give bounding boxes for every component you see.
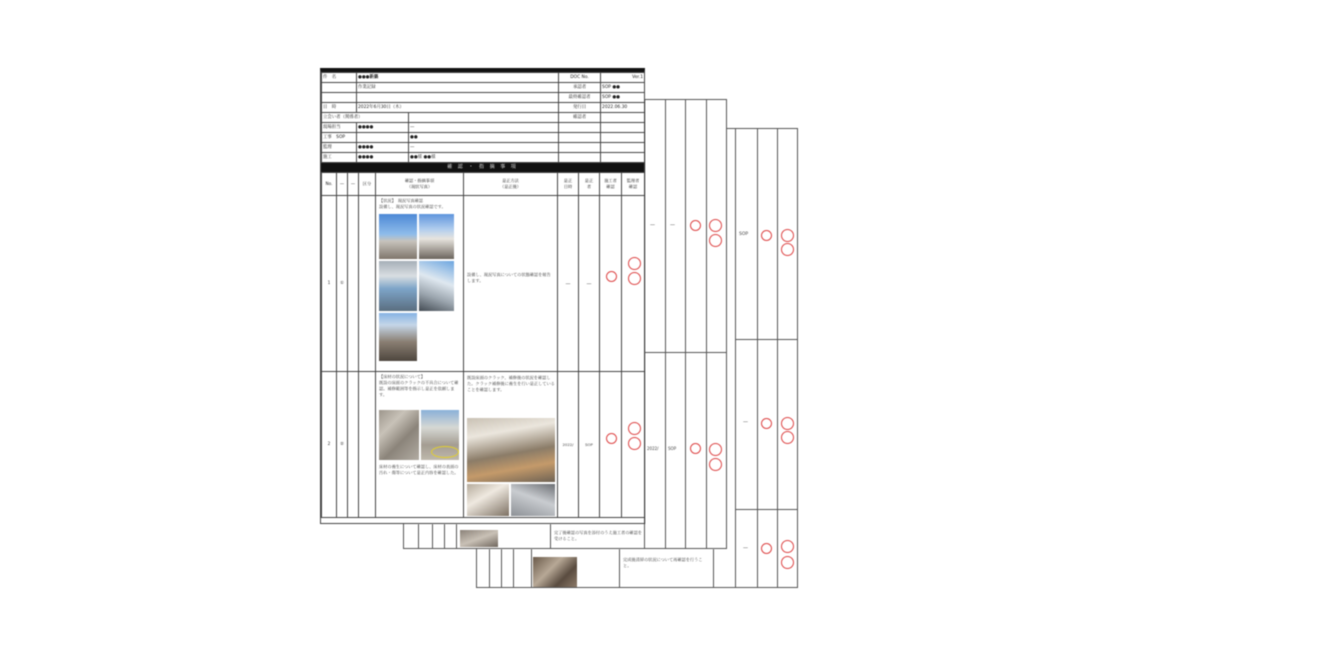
doc-no-label: DOC No. <box>559 73 601 83</box>
attendee-row: 現場担当 ●●●● — <box>322 123 645 133</box>
col-a: — <box>337 173 348 196</box>
sheet2-by: SOP <box>668 446 677 451</box>
item1-title: 【状況】 現況写真確認 <box>379 198 423 203</box>
photo-thumbnail <box>467 484 509 516</box>
seal-icon <box>781 229 794 242</box>
name-value: ●●●新築 <box>357 73 559 83</box>
seal-icon <box>690 443 701 454</box>
sheet2-dash-2: — <box>670 222 675 228</box>
photo-thumbnail <box>379 214 417 259</box>
seal-icon <box>761 418 772 429</box>
seal-icon <box>690 220 701 231</box>
ver-label: Ver.1 <box>601 73 645 83</box>
col-fix-date: 是正 日時 <box>558 173 579 196</box>
photo-thumbnail <box>533 557 577 587</box>
attendee-row: 施工 ●●●● ●●様 ●●様 <box>322 153 645 163</box>
seal-icon <box>781 540 794 553</box>
seal-icon <box>761 230 772 241</box>
photo-thumbnail <box>460 530 498 547</box>
col-fix-by: 是正 者 <box>579 173 600 196</box>
attendee-row: 工事 SOP ●● <box>322 133 645 143</box>
item1-fix: 設備し、現況写真についての状態確認を報告します。 <box>467 272 551 283</box>
items-table <box>321 172 645 518</box>
sheet2-note: 完了後確認の写真を添付のうえ施工者の確認を受けること。 <box>554 530 642 541</box>
seal-icon <box>606 433 617 444</box>
seal-icon <box>606 271 617 282</box>
date-label: 日 時 <box>322 103 357 113</box>
seal-icon <box>709 234 722 247</box>
col-fix: 是正方法 （是正後） <box>464 173 558 196</box>
sheet2-date: 2022/ <box>647 446 659 451</box>
seal-icon <box>781 556 794 569</box>
highlight-circle <box>431 446 459 458</box>
section-banner: 確 認 ・ 指 摘 事 項 <box>321 163 644 172</box>
col-no: No. <box>322 173 337 196</box>
approver-label: 承認者 <box>559 83 601 93</box>
item2-fix: 既設床面のクラック、補修後の状況を確認した。クラック補修後に養生を行い是正していることを確認します。 <box>467 375 555 392</box>
photo-thumbnail <box>379 261 417 311</box>
item2-desc2: 床材の養生について確認し、床材の表面の汚れ・傷等について是正内容を確認した。 <box>379 464 459 475</box>
subtitle: 作業記録 <box>357 83 559 93</box>
attendee-row: 監理 ●●●● — <box>322 143 645 153</box>
seal-icon <box>628 257 641 270</box>
col-category: 区分 <box>359 173 376 196</box>
sheet2-dash-1: — <box>650 222 655 228</box>
item-row-2: 2 ② 【床材の状況について】 既設の床面のクラックの不具合について確認。補修範囲等を指示し是正を依頼します。 床材の養生について確認し、床材の表面の汚れ・傷等について是正内容を確認した。 既設床面のクラック、補修後の状況を確認した。クラック補修後に養生を行い是正していることを確認します。 2022/ SOP <box>322 372 645 518</box>
issue-label: 発行日 <box>559 103 601 113</box>
col-b: — <box>348 173 359 196</box>
seal-icon <box>628 437 641 450</box>
item2-title: 【床材の状況について】 <box>379 374 425 379</box>
item1-desc: 設備し、現況写真の状況確認です。 <box>379 204 446 209</box>
item2-desc: 既設の床面のクラックの不具合について確認。補修範囲等を指示し是正を依頼します。 <box>379 380 459 397</box>
sheet3-dash-2: — <box>743 545 748 551</box>
photo-thumbnail <box>467 418 555 482</box>
item-row-1: 1 ① 【状況】 現況写真確認 設備し、現況写真の状況確認です。 設備し、現況写真についての状態確認を報告します。 — — <box>322 196 645 372</box>
seal-icon <box>628 272 641 285</box>
place-label: 立会い者（関係者） <box>322 113 409 123</box>
col-supervisor-check: 監理者 確認 <box>622 173 645 196</box>
header-table <box>321 72 645 163</box>
photo-thumbnail <box>419 214 454 259</box>
seal-icon <box>628 422 641 435</box>
photo-thumbnail <box>511 484 555 516</box>
seal-icon <box>709 219 722 232</box>
seal-icon <box>761 543 772 554</box>
photo-thumbnail <box>379 313 417 361</box>
name-label: 件 名 <box>322 73 357 83</box>
seal-icon <box>709 443 722 456</box>
sheet3-dash-1: — <box>743 419 748 425</box>
seal-icon <box>781 431 794 444</box>
approver-value: SOP ●● <box>601 83 645 93</box>
creator-label: 最終確認者 <box>559 93 601 103</box>
issue-value: 2022.06.30 <box>601 103 645 113</box>
seal-icon <box>709 458 722 471</box>
front-sheet <box>320 68 645 524</box>
date-value: 2022年6月30日（木） <box>357 103 559 113</box>
col-builder-check: 施工者 確認 <box>600 173 622 196</box>
creator-value: SOP ●● <box>601 93 645 103</box>
seal-icon <box>781 243 794 256</box>
photo-thumbnail <box>419 261 454 311</box>
seal-icon <box>781 417 794 430</box>
sheet3-by: SOP <box>739 232 749 237</box>
check-label: 確認者 <box>559 113 601 123</box>
col-finding: 確認・指摘事項 （現状写真） <box>376 173 464 196</box>
photo-thumbnail <box>379 410 419 460</box>
sheet3-note: 完成後清掃の状況について再確認を行うこと。 <box>623 557 703 568</box>
